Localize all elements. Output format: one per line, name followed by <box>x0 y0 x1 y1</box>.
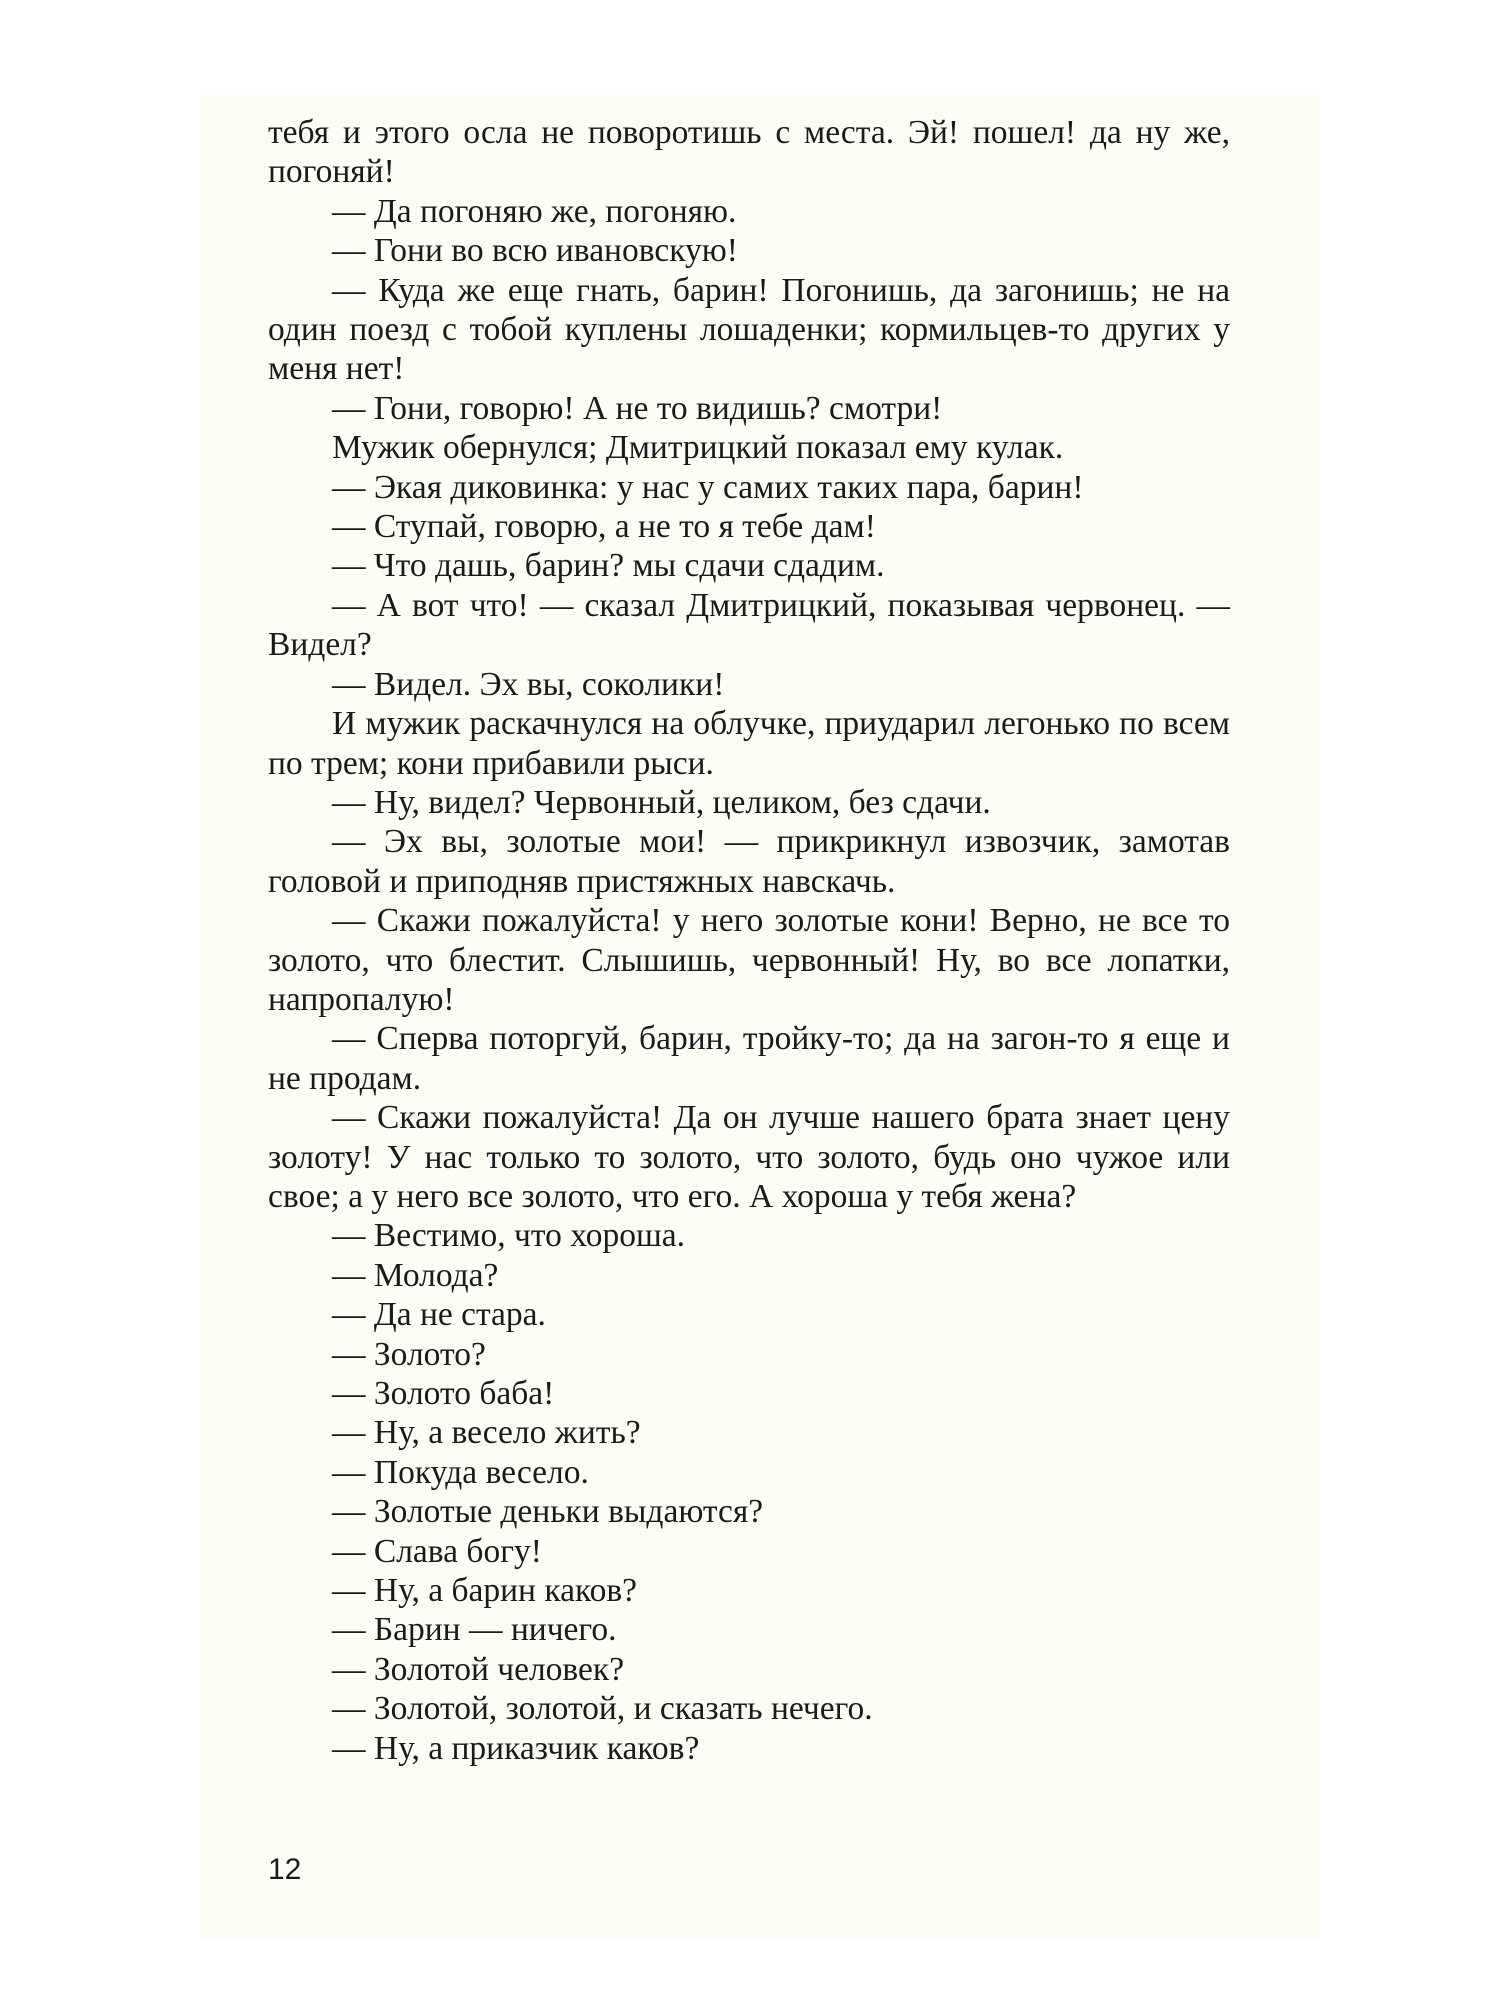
paragraph: — Золотой человек? <box>332 1650 625 1688</box>
paragraph: — Скажи пожалуйста! Да он лучше нашего брата знает цену золоту! У нас только то золото, что золото, будь оно чужое или свое; а у него все золото, что его. А хороша у тебя жена? <box>268 1099 1230 1215</box>
paragraph: — Эх вы, золотые мои! — прикрикнул извозчик, замотав головой и приподняв пристяжных навскачь. <box>268 823 1230 900</box>
paragraph: — Да не стара. <box>332 1296 546 1334</box>
paragraph: — Покуда весело. <box>332 1453 589 1491</box>
paragraph: — Что дашь, барин? мы сдачи сдадим. <box>332 547 885 585</box>
paragraph: — Золото баба! <box>332 1375 555 1412</box>
paragraph: тебя и этого осла не поворотишь с места. Эй! пошел! да ну же, погоняй! <box>268 114 1230 191</box>
paragraph: — Ну, а приказчик каков? <box>332 1729 700 1767</box>
paragraph: — Золото? <box>332 1335 486 1373</box>
paragraph: — Ну, а весело жить? <box>332 1414 641 1452</box>
paragraph: — Экая диковинка: у нас у самих таких пара, барин! <box>332 468 1084 506</box>
paragraph: — Слава богу! <box>332 1532 542 1570</box>
paragraph: — Ступай, говорю, а не то я тебе дам! <box>332 508 876 546</box>
paragraph: — Вестимо, что хороша. <box>332 1217 685 1255</box>
paragraph: — Гони во всю ивановскую! <box>332 232 738 270</box>
paragraph: — Ну, а барин каков? <box>332 1572 638 1610</box>
paragraph: И мужик раскачнулся на облучке, приударил легонько по всем по трем; кони прибавили рыси. <box>268 705 1230 782</box>
paragraph: — Барин — ничего. <box>332 1611 617 1649</box>
paragraph: — Золотой, золотой, и сказать нечего. <box>332 1690 873 1728</box>
paragraph: — Видел. Эх вы, соколики! <box>332 665 725 703</box>
paragraph: — Ну, видел? Червонный, целиком, без сдачи. <box>332 783 991 821</box>
paragraph: — Да погоняю же, погоняю. <box>332 192 737 230</box>
book-page <box>200 95 1320 1940</box>
paragraph: — Золотые деньки выдаются? <box>332 1493 764 1531</box>
paragraph: Мужик обернулся; Дмитрицкий показал ему кулак. <box>332 429 1064 467</box>
paragraph: — Куда же еще гнать, барин! Погонишь, да загонишь; не на один поезд с тобой куплены лошаденки; кормильцев-то других у меня нет! <box>268 271 1230 388</box>
paragraph: — Скажи пожалуйста! у него золотые кони! Верно, не все то золото, что блестит. Слышишь, червонный! Ну, во все лопатки, напропалую! <box>268 902 1230 1018</box>
page-number: 12 <box>268 1853 302 1886</box>
paragraph: — Молода? <box>332 1256 499 1294</box>
paragraph: — А вот что! — сказал Дмитрицкий, показывая червонец. — Видел? <box>268 586 1230 664</box>
paragraph: — Гони, говорю! А не то видишь? смотри! <box>332 389 943 427</box>
paragraph: — Сперва поторгуй, барин, тройку-то; да на загон-то я еще и не продам. <box>268 1020 1230 1097</box>
page-text <box>268 113 1230 1768</box>
